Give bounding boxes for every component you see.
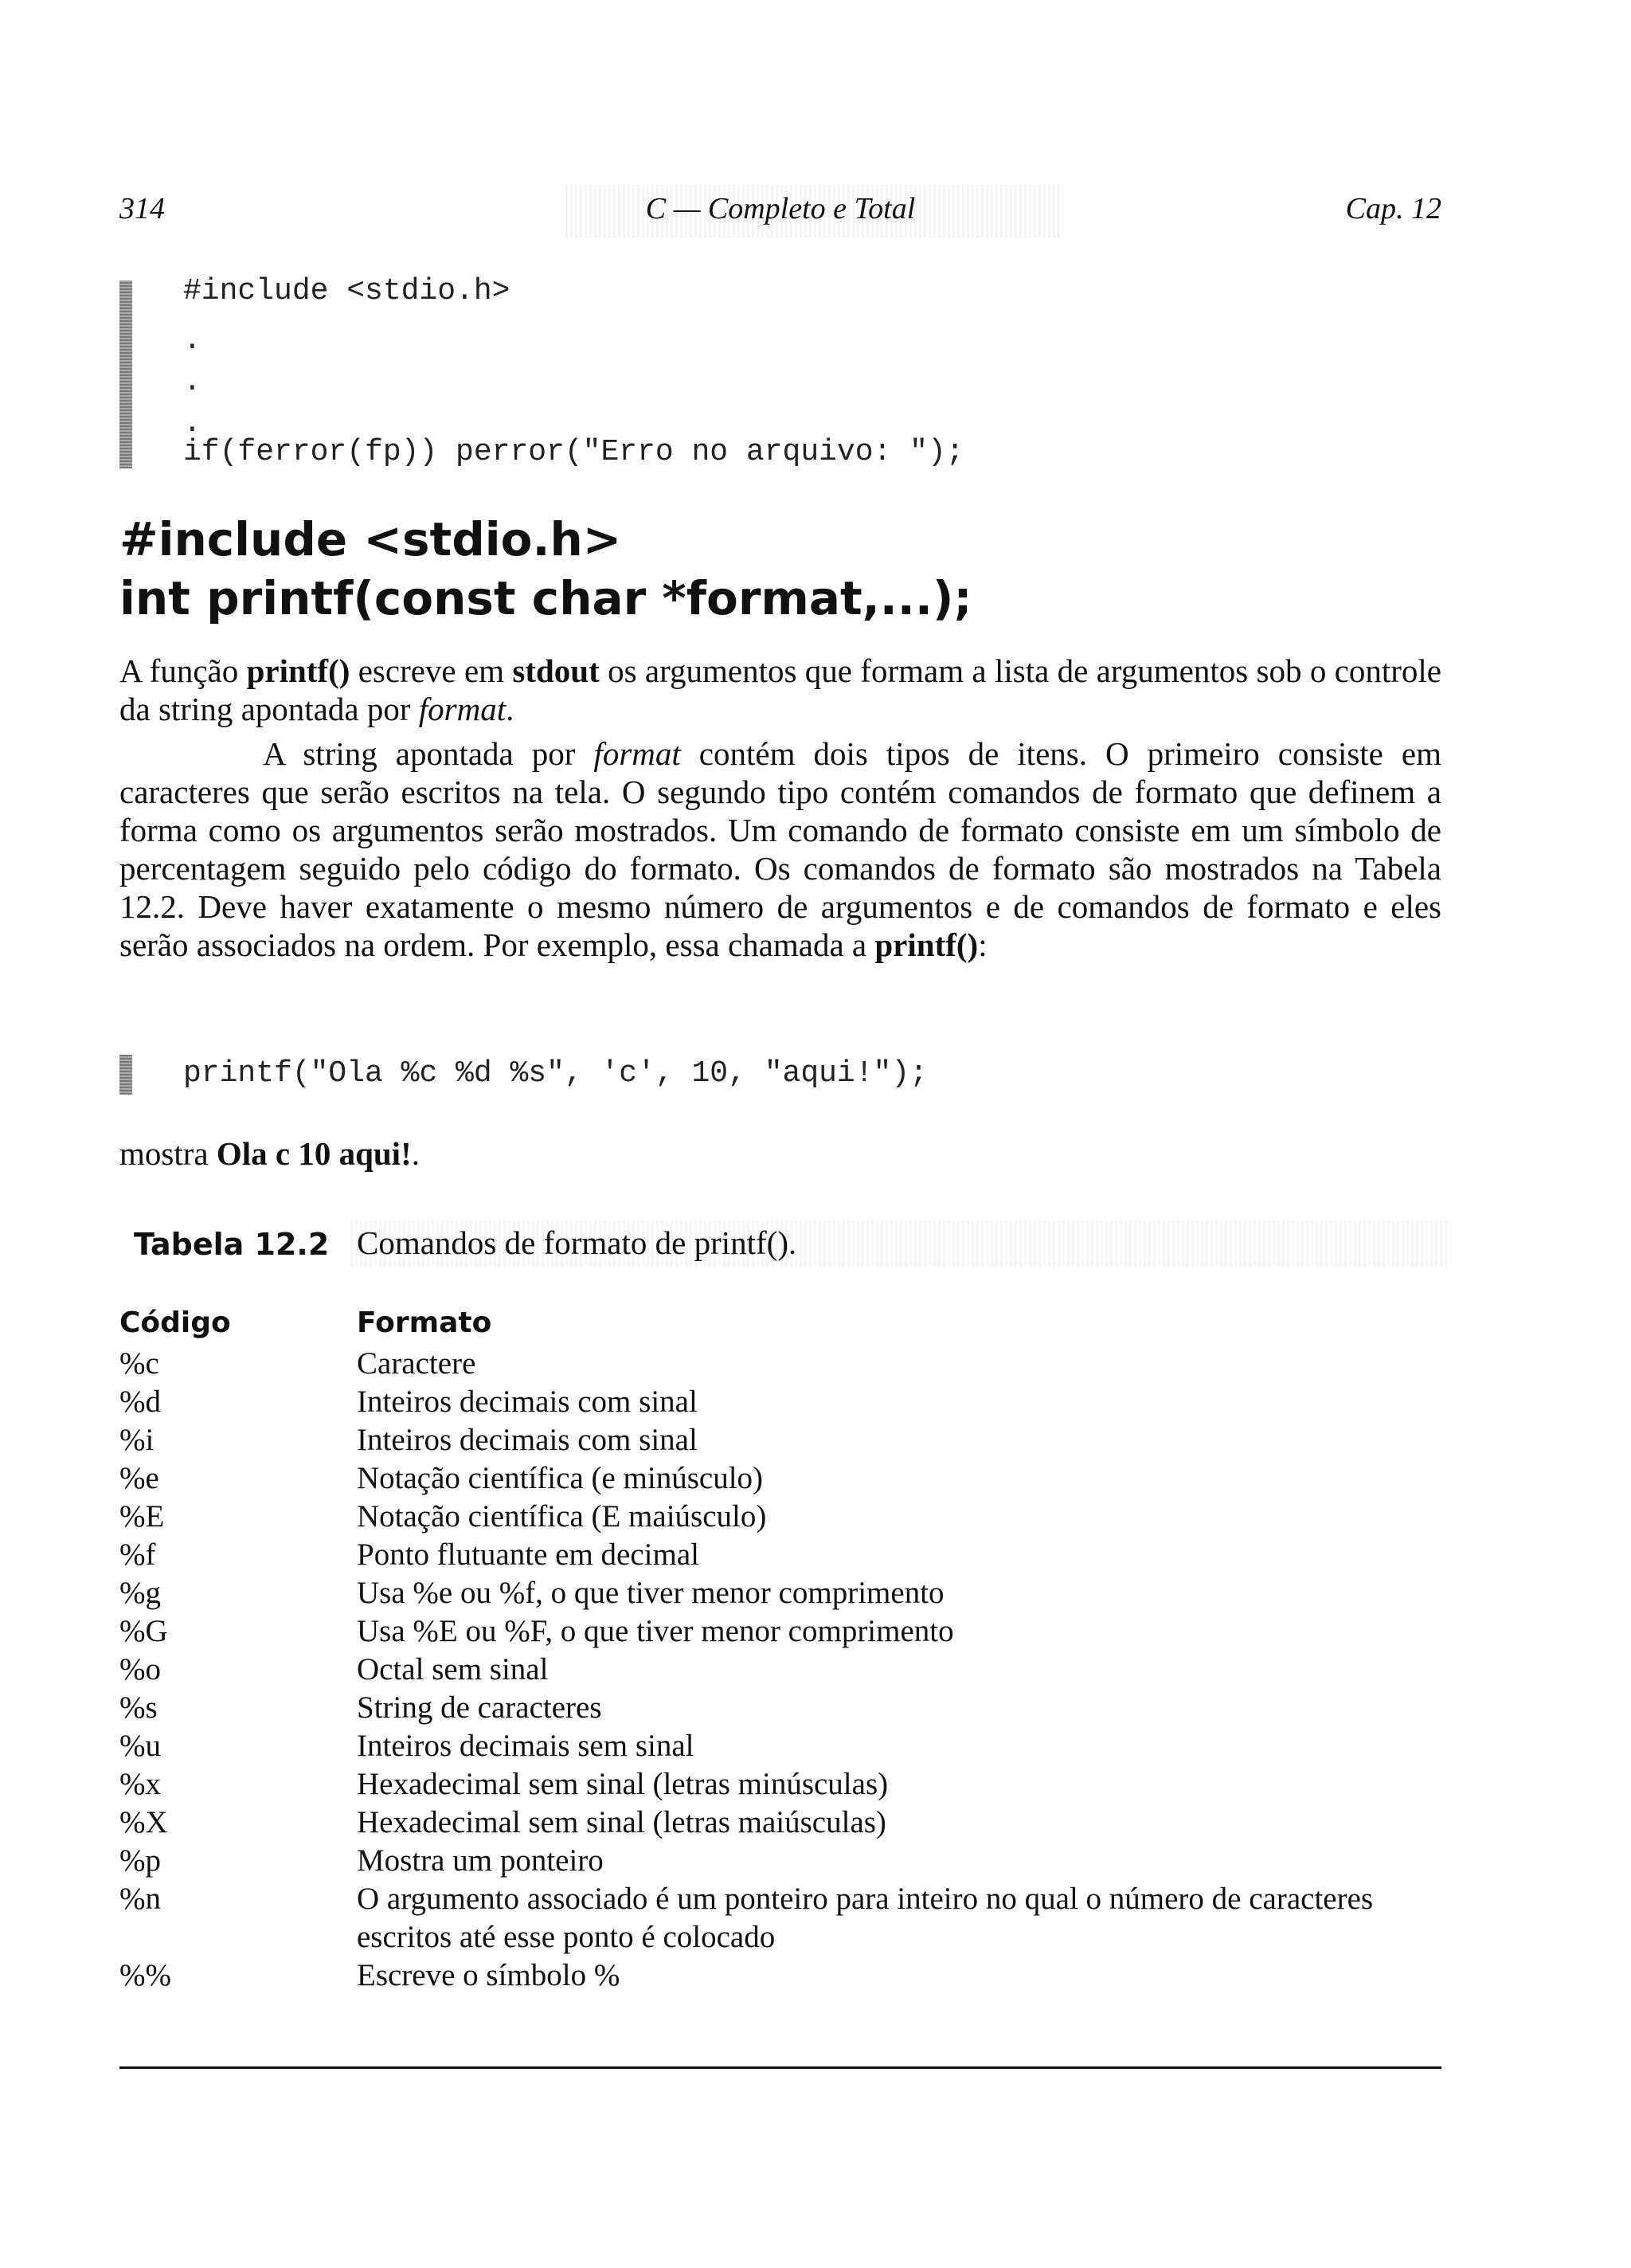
function-prototype	[119, 510, 972, 628]
code-line: printf("Ola %c %d %s", 'c', 10, "aqui!");	[183, 1056, 928, 1091]
format-code-cell: %u	[119, 1729, 161, 1763]
table-row	[119, 1383, 1441, 1421]
paragraph-3	[119, 1134, 1441, 1173]
code-line: .	[183, 365, 201, 399]
format-description-cell: O argumento associado é um ponteiro para inteiro no qual o número de caracteres escritos até esse ponto é colocado	[357, 1882, 1374, 1954]
code-block-ferror	[119, 271, 1441, 478]
book-title: C — Completo e Total	[645, 192, 916, 225]
table-row	[119, 1880, 1441, 1957]
format-code-cell: %e	[119, 1461, 159, 1495]
text-run: .	[411, 1135, 420, 1172]
table-row	[119, 1727, 1441, 1765]
prototype-include: #include <stdio.h>	[119, 512, 622, 566]
format-code-cell: %s	[119, 1690, 158, 1725]
text-run: contém dois tipos de itens. O primeiro consiste em caracteres que serão escritos na tela. O segundo tipo contém comandos de formato que definem a forma como os argumentos serão mostrados. Um comando de formato consiste em um símbolo de percentagem seguido pelo código do formato. Os comandos de formato são mostrados na Tabela 12.2. Deve haver exatamente o mesmo número de argumentos e de comandos de formato e eles serão associados na ordem. Por exemplo, essa chamada a	[119, 735, 1441, 963]
table-row	[119, 1574, 1441, 1612]
code-margin-bar	[119, 1055, 132, 1095]
text-run: :	[978, 926, 988, 963]
table-row	[119, 1345, 1441, 1383]
table-body	[119, 1345, 1441, 1995]
prototype-signature: int printf(const char *format,...);	[119, 571, 972, 625]
table-row	[119, 1498, 1441, 1536]
format-description-cell: Escreve o símbolo %	[357, 1958, 620, 1992]
chapter-label: Cap. 12	[1345, 192, 1441, 225]
table-row	[119, 1765, 1441, 1804]
format-code-cell: %n	[119, 1882, 161, 1916]
code-block-printf	[119, 1052, 1441, 1099]
format-code-cell: %E	[119, 1499, 165, 1534]
format-code-cell: %x	[119, 1767, 161, 1801]
format-description-cell: Caractere	[357, 1346, 476, 1381]
format-code-cell: %%	[119, 1958, 171, 1992]
format-code-cell: %G	[119, 1614, 168, 1648]
code-line: .	[183, 323, 201, 358]
text-run: escreve em	[350, 652, 513, 689]
format-description-cell: Inteiros decimais com sinal	[357, 1385, 698, 1419]
table-row	[119, 1689, 1441, 1727]
table-title: Comandos de formato de printf().	[357, 1224, 797, 1261]
format-code-cell: %i	[119, 1423, 154, 1457]
format-description-cell: Usa %E ou %F, o que tiver menor comprimento	[357, 1614, 954, 1648]
code-line: .	[183, 406, 201, 441]
format-commands-table	[119, 1306, 1441, 1995]
code-line: if(ferror(fp)) perror("Erro no arquivo: ");	[183, 435, 964, 469]
format-description-cell: Notação científica (e minúsculo)	[357, 1461, 764, 1495]
text-run: .	[506, 691, 514, 727]
format-description-cell: Notação científica (E maiúsculo)	[357, 1499, 767, 1534]
italic-run: format	[418, 691, 507, 727]
format-description-cell: Hexadecimal sem sinal (letras minúsculas)	[357, 1767, 889, 1801]
text-run: A função	[119, 652, 247, 689]
table-row	[119, 1804, 1441, 1842]
table-row	[119, 1536, 1441, 1574]
format-code-cell: %c	[119, 1346, 159, 1381]
bold-run: Ola c 10 aqui!	[216, 1135, 412, 1172]
table-header	[119, 1306, 1441, 1345]
column-header-format: Formato	[357, 1306, 492, 1339]
page-number: 314	[119, 192, 165, 225]
format-description-cell: Inteiros decimais com sinal	[357, 1423, 698, 1457]
code-margin-bar	[119, 280, 132, 468]
table-label: Tabela 12.2	[134, 1227, 330, 1262]
format-description-cell: Ponto flutuante em decimal	[357, 1537, 699, 1572]
italic-run: format	[593, 735, 681, 772]
text-run: mostra	[119, 1135, 217, 1172]
bold-run: printf()	[246, 652, 350, 689]
table-caption	[119, 1220, 1441, 1268]
bold-run: printf()	[874, 926, 979, 963]
running-header	[119, 185, 1441, 241]
bold-run: stdout	[512, 652, 600, 689]
format-code-cell: %X	[119, 1805, 168, 1839]
table-row	[119, 1651, 1441, 1689]
format-description-cell: Mostra um ponteiro	[357, 1843, 604, 1878]
book-page	[119, 0, 1441, 2268]
table-row	[119, 1459, 1441, 1498]
paragraph-1	[119, 652, 1441, 728]
code-line: #include <stdio.h>	[183, 274, 510, 308]
format-description-cell: Hexadecimal sem sinal (letras maiúsculas)	[357, 1805, 886, 1839]
table-row	[119, 1612, 1441, 1651]
format-code-cell: %o	[119, 1652, 161, 1686]
format-description-cell: Inteiros decimais sem sinal	[357, 1729, 694, 1763]
format-code-cell: %f	[119, 1537, 156, 1572]
format-description-cell: Octal sem sinal	[357, 1652, 549, 1686]
text-run: A string apontada por	[263, 735, 594, 772]
format-description-cell: Usa %e ou %f, o que tiver menor comprimento	[357, 1576, 945, 1610]
format-code-cell: %d	[119, 1385, 161, 1419]
table-row	[119, 1421, 1441, 1459]
format-description-cell: String de caracteres	[357, 1690, 602, 1725]
table-row	[119, 1957, 1441, 1995]
table-bottom-rule	[119, 2066, 1441, 2069]
format-code-cell: %g	[119, 1576, 161, 1610]
text-run: os argumentos que formam a lista de argumentos sob o controle da string apontada por	[119, 652, 1441, 727]
column-header-code: Código	[119, 1306, 231, 1339]
table-row	[119, 1842, 1441, 1880]
format-code-cell: %p	[119, 1843, 161, 1878]
paragraph-2	[119, 734, 1441, 964]
